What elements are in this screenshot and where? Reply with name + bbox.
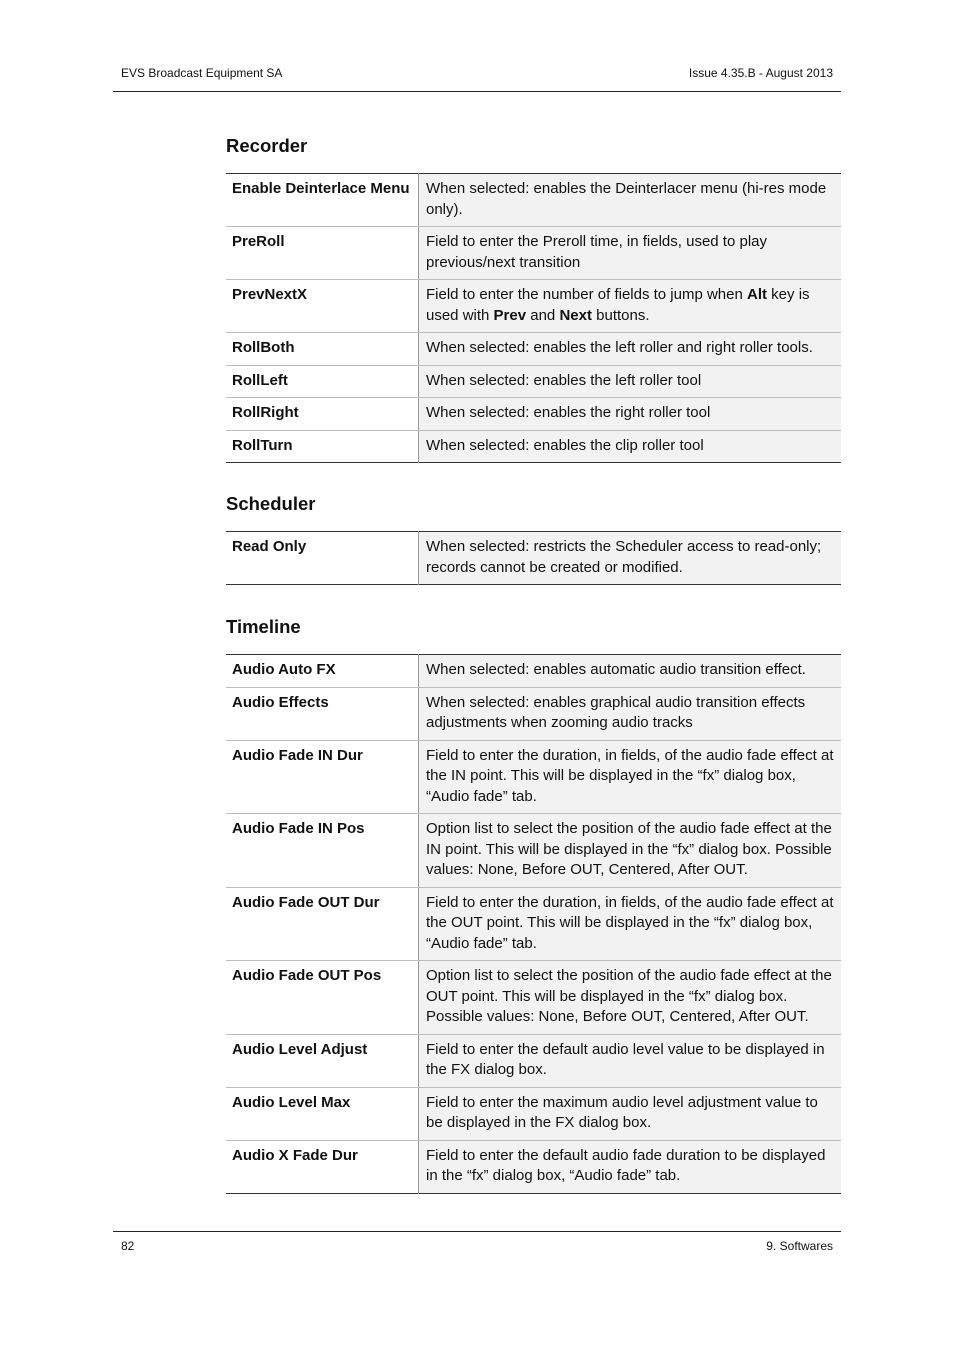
description-text: buttons.	[591, 306, 650, 324]
table-row	[226, 398, 841, 431]
description-text: When selected: enables automatic audio transition effect.	[426, 661, 806, 678]
table-row	[226, 532, 841, 585]
setting-description	[419, 961, 842, 1035]
page-footer	[113, 1231, 841, 1253]
setting-name: Audio Level Adjust	[226, 1034, 419, 1087]
setting-description	[419, 333, 842, 366]
section-scheduler	[226, 491, 841, 585]
setting-name: PrevNextX	[226, 280, 419, 333]
properties-table	[226, 173, 841, 463]
table-row	[226, 687, 841, 740]
description-text: When selected: enables the right roller tool	[426, 404, 711, 421]
setting-description	[419, 687, 842, 740]
description-text: Field to enter the default audio fade duration to be displayed in the “fx” dialog box, “Audio fade” tab.	[426, 1146, 826, 1184]
section-title: Scheduler	[226, 493, 316, 514]
description-text: Field to enter the number of fields to jump when	[426, 286, 748, 303]
description-text: When selected: enables the clip roller tool	[426, 436, 704, 454]
page-number: 82	[121, 1239, 135, 1253]
setting-name: Read Only	[226, 532, 419, 585]
description-text: key is used with	[426, 286, 810, 324]
description-text: When selected: enables graphical audio transition effects adjustments when zooming audio tracks	[426, 693, 806, 731]
table-row	[226, 174, 841, 227]
setting-name: RollRight	[226, 398, 419, 431]
setting-description	[419, 814, 842, 888]
description-text: Field to enter the default audio level value to be displayed in the FX dialog box.	[426, 1040, 825, 1078]
setting-name: Audio Fade IN Pos	[226, 814, 419, 888]
setting-description	[419, 1087, 842, 1140]
setting-description	[419, 280, 842, 333]
table-row	[226, 227, 841, 280]
setting-description	[419, 365, 842, 398]
description-text: When selected: restricts the Scheduler access to read-only; records cannot be created or modified.	[426, 538, 822, 576]
setting-name: Audio Auto FX	[226, 655, 419, 688]
description-text: Field to enter the Preroll time, in fields, used to play previous/next transition	[426, 233, 768, 271]
setting-description	[419, 430, 842, 463]
setting-description	[419, 740, 842, 814]
description-text: When selected: enables the left roller and right roller tools.	[426, 339, 813, 356]
setting-name: Audio Effects	[226, 687, 419, 740]
header-company: EVS Broadcast Equipment SA	[121, 66, 283, 80]
description-text: When selected: enables the left roller tool	[426, 371, 702, 389]
table-row	[226, 365, 841, 398]
section-recorder	[226, 133, 841, 463]
setting-name: Audio Fade OUT Dur	[226, 887, 419, 961]
emphasis-text: Next	[559, 306, 592, 324]
table-row	[226, 430, 841, 463]
table-row	[226, 1034, 841, 1087]
description-text: When selected: enables the Deinterlacer menu (hi-res mode only).	[426, 180, 827, 218]
properties-table	[226, 654, 841, 1194]
setting-name: RollLeft	[226, 365, 419, 398]
setting-description	[419, 1140, 842, 1193]
setting-description	[419, 887, 842, 961]
description-text: Option list to select the position of the audio fade effect at the IN point. This will be displayed in the “fx” dialog box. Possible values: None, Before OUT, Centered, After OUT.	[426, 820, 832, 878]
setting-name: RollTurn	[226, 430, 419, 463]
section-timeline	[226, 614, 841, 1194]
description-text: Field to enter the maximum audio level adjustment value to be displayed in the FX dialog box.	[426, 1093, 818, 1131]
table-row	[226, 887, 841, 961]
table-row	[226, 333, 841, 366]
table-row	[226, 814, 841, 888]
description-text: Field to enter the duration, in fields, of the audio fade effect at the OUT point. This will be displayed in the “fx” dialog box, “Audio fade” tab.	[426, 893, 834, 952]
setting-name: Audio Fade OUT Pos	[226, 961, 419, 1035]
chapter-name: 9. Softwares	[766, 1239, 833, 1253]
table-row	[226, 655, 841, 688]
emphasis-text: Alt	[747, 286, 768, 303]
setting-description	[419, 532, 842, 585]
setting-name: Audio Level Max	[226, 1087, 419, 1140]
setting-name: RollBoth	[226, 333, 419, 366]
page-header	[113, 65, 841, 92]
table-row	[226, 280, 841, 333]
setting-description	[419, 227, 842, 280]
table-row	[226, 961, 841, 1035]
setting-description	[419, 655, 842, 688]
setting-name: PreRoll	[226, 227, 419, 280]
section-title: Timeline	[226, 616, 301, 637]
setting-description	[419, 174, 842, 227]
description-text: Field to enter the duration, in fields, of the audio fade effect at the IN point. This will be displayed in the “fx” dialog box, “Audio fade” tab.	[426, 746, 834, 805]
properties-table	[226, 531, 841, 585]
setting-name: Audio Fade IN Dur	[226, 740, 419, 814]
setting-name: Enable Deinterlace Menu	[226, 174, 419, 227]
header-issue: Issue 4.35.B - August 2013	[688, 66, 833, 80]
description-text: Option list to select the position of the audio fade effect at the OUT point. This will be displayed in the “fx” dialog box. Possible values: None, Before OUT, Centered, After OUT.	[426, 967, 832, 1025]
table-row	[226, 740, 841, 814]
setting-name: Audio X Fade Dur	[226, 1140, 419, 1193]
section-title: Recorder	[226, 135, 308, 156]
table-row	[226, 1140, 841, 1193]
emphasis-text: Prev	[493, 306, 527, 324]
setting-description	[419, 398, 842, 431]
setting-description	[419, 1034, 842, 1087]
table-row	[226, 1087, 841, 1140]
description-text: and	[526, 306, 560, 324]
